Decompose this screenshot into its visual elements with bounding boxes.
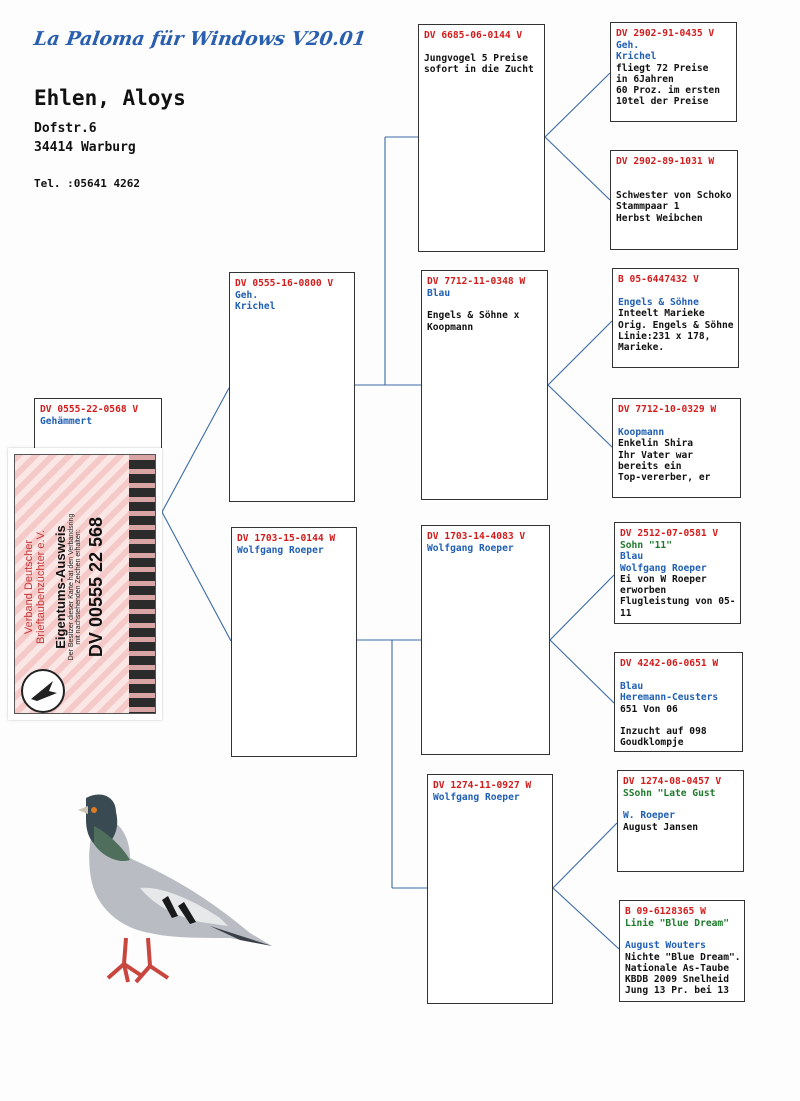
card-ring-number: DV 00555 22 568: [86, 516, 106, 658]
ring-number: DV 1274-08-0457 V: [623, 776, 722, 787]
pedigree-line: Gehämmert: [40, 416, 92, 427]
card-note-line1: Der Besitzer dieser Karte hat den Verbandsring: [68, 513, 75, 661]
pedigree-line: Jungvogel 5 Preise: [424, 53, 528, 64]
ring-number: DV 2902-89-1031 W: [616, 156, 715, 167]
pedigree-line: Nationale As-Taube: [625, 962, 729, 974]
ring-number: B 05-6447432 V: [618, 274, 699, 285]
pedigree-line: Inzucht auf 098: [620, 725, 707, 737]
ring-number: DV 1703-14-4083 V: [427, 531, 526, 542]
pedigree-line: [618, 416, 736, 427]
pedigree-line: [625, 929, 740, 940]
ring-number: DV 1703-15-0144 W: [237, 533, 336, 544]
ring-number: DV 0555-22-0568 V: [40, 404, 139, 415]
pedigree-line: Engels & Söhne: [618, 297, 699, 308]
pedigree-line: [427, 299, 543, 310]
pedigree-line: Heremann-Ceusters: [620, 692, 719, 704]
pedigree-line: bereits ein: [618, 460, 682, 472]
pedigree-line: Linie "Blue Dream": [625, 918, 729, 929]
pedigree-card-sire-sire: [418, 24, 545, 252]
pedigree-line: in 6Jahren: [616, 73, 674, 85]
pedigree-line: Top-vererber, er: [618, 472, 711, 484]
pedigree-line: Inteelt Marieke: [618, 308, 705, 320]
pedigree-line: Orig. Engels & Söhne: [618, 319, 734, 331]
pedigree-line: Koopmann: [427, 321, 474, 333]
pedigree-line: 10tel der Preise: [616, 96, 709, 108]
pedigree-line: Geh.: [235, 290, 259, 301]
pedigree-card-sire-dam: [421, 270, 548, 500]
pedigree-card-sdd: [612, 398, 741, 498]
pedigree-card-dam-dam: [427, 774, 553, 1004]
ring-number: DV 7712-10-0329 W: [618, 404, 717, 415]
pedigree-line: [623, 799, 739, 810]
pedigree-line: Schwester von Schoko: [616, 190, 732, 201]
ring-number: DV 7712-11-0348 W: [427, 276, 526, 287]
pedigree-line: Blau: [620, 551, 644, 563]
pedigree-line: Geh.: [616, 40, 640, 51]
pedigree-card-dsd: [614, 652, 743, 752]
pedigree-line: [424, 42, 540, 53]
pedigree-line: Ei von W Roeper: [620, 573, 707, 585]
pedigree-line: Wolfgang Roeper: [620, 562, 707, 574]
pedigree-line: Wolfgang Roeper: [237, 545, 324, 556]
pedigree-line: Wolfgang Roeper: [427, 543, 514, 554]
pedigree-line: erworben: [620, 585, 667, 597]
card-title: Eigentums-Ausweis: [53, 525, 68, 649]
pedigree-card-ssd: [610, 150, 738, 250]
pedigree-line: Herbst Weibchen: [616, 212, 703, 224]
pedigree-line: Engels & Söhne x: [427, 310, 520, 322]
app-title: La Paloma für Windows V20.01: [32, 28, 368, 50]
ring-number: DV 2512-07-0581 V: [620, 528, 719, 539]
pedigree-line: Flugleistung von 05-: [620, 596, 736, 608]
pedigree-line: Enkelin Shira: [618, 438, 694, 450]
pedigree-card-dam-sire: [421, 525, 550, 755]
pedigree-line: W. Roeper: [623, 810, 675, 822]
pedigree-line: Goudklompje: [620, 737, 684, 749]
owner-phone: Tel. :05641 4262: [34, 177, 140, 190]
pedigree-card-sss: [610, 22, 737, 122]
pedigree-line: [618, 286, 734, 297]
ring-number: DV 4242-06-0651 W: [620, 658, 719, 669]
ring-number: B 09-6128365 W: [625, 906, 706, 917]
ownership-card-face: [14, 454, 156, 714]
pedigree-line: Krichel: [616, 51, 657, 63]
pedigree-card-dds: [617, 770, 744, 872]
pedigree-card-ddd: [619, 900, 745, 1002]
pedigree-line: Marieke.: [618, 342, 665, 354]
pedigree-line: Wolfgang Roeper: [433, 792, 520, 803]
pedigree-line: Sohn "11": [620, 540, 672, 551]
pedigree-line: [620, 670, 738, 681]
ring-number: DV 0555-16-0800 V: [235, 278, 334, 289]
card-note-line2: mit nachstehenden Zeichen erhalten:: [75, 529, 82, 645]
pedigree-card-dss: [614, 522, 741, 624]
pedigree-line: fliegt 72 Preise: [616, 62, 709, 74]
pedigree-card-dam: [231, 527, 357, 757]
pedigree-line: Nichte "Blue Dream".: [625, 951, 741, 963]
pedigree-card-sire: [229, 272, 355, 502]
pigeon-photo: [50, 788, 280, 998]
ring-number: DV 2902-91-0435 V: [616, 28, 715, 39]
card-org-line2: Brieftaubenzüchter e.V.: [35, 530, 47, 644]
pedigree-line: KBDB 2009 Snelheid: [625, 974, 729, 986]
card-pattern-strip: [129, 455, 155, 713]
pedigree-line: 60 Proz. im ersten: [616, 85, 720, 97]
card-org-line1: Verband Deutscher: [23, 539, 35, 635]
pedigree-line: August Wouters: [625, 940, 706, 952]
pedigree-line: Ihr Vater war: [618, 449, 694, 461]
pigeon-logo-icon: [21, 669, 65, 713]
pedigree-line: Blau: [620, 681, 644, 692]
owner-name: Ehlen, Aloys: [34, 86, 186, 110]
pedigree-line: Blau: [427, 288, 451, 299]
owner-street: Dofstr.6: [34, 121, 97, 136]
pedigree-line: sofort in die Zucht: [424, 64, 534, 76]
pedigree-line: 651 Von 06: [620, 703, 678, 715]
pedigree-line: Koopmann: [618, 427, 665, 438]
pedigree-line: 11: [620, 607, 632, 619]
ownership-card: [8, 448, 162, 720]
pedigree-line: Jung 13 Pr. bei 13: [625, 985, 729, 997]
owner-city: 34414 Warburg: [34, 140, 136, 155]
pedigree-line: [616, 179, 733, 190]
ring-number: DV 1274-11-0927 W: [433, 780, 532, 791]
pedigree-line: August Jansen: [623, 821, 699, 833]
pedigree-line: Stammpaar 1: [616, 201, 680, 213]
pedigree-line: [616, 168, 733, 179]
pedigree-line: SSohn "Late Gust: [623, 788, 716, 799]
pedigree-line: Krichel: [235, 301, 276, 313]
ring-number: DV 6685-06-0144 V: [424, 30, 523, 41]
pedigree-card-sds: [612, 268, 739, 368]
pedigree-line: [620, 715, 738, 726]
pedigree-line: Linie:231 x 178,: [618, 330, 711, 342]
